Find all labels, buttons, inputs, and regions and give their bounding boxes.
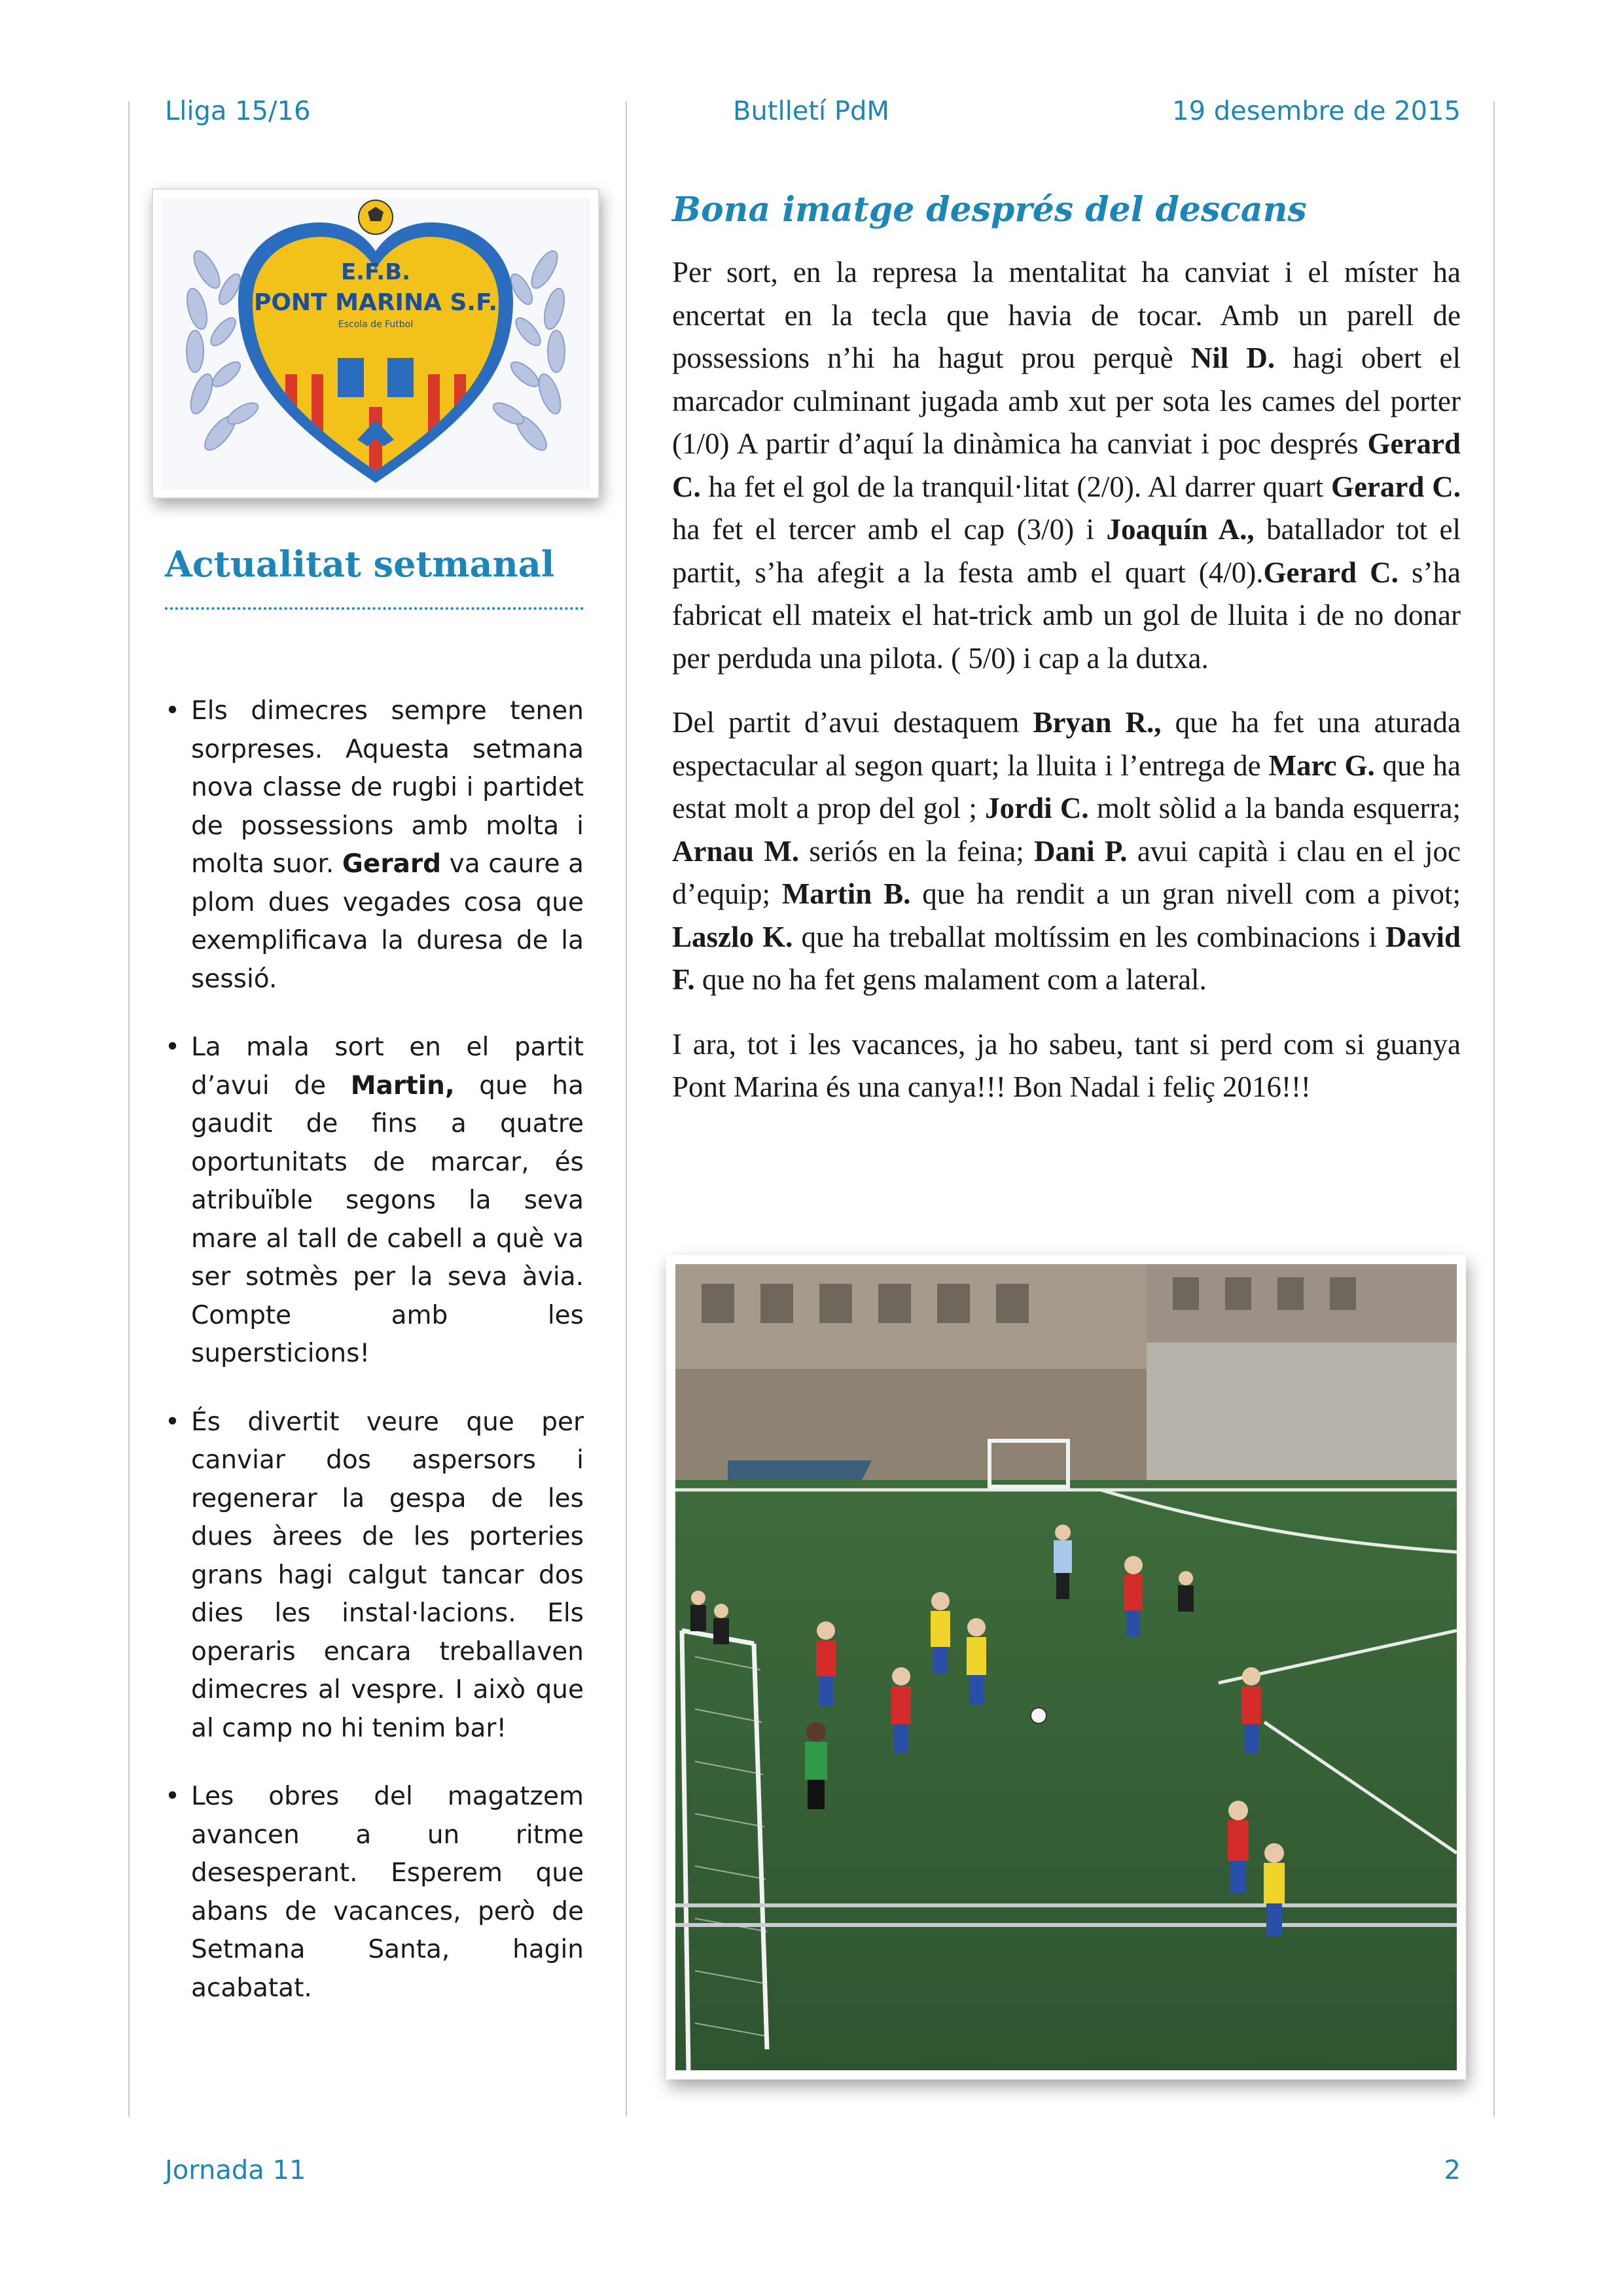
player-name: Gerard C. <box>1263 556 1399 589</box>
text-segment: avui capità i clau en el joc d’equip; <box>672 834 1461 910</box>
text-segment: que ha fet una aturada espectacular al segon quart; la lluita i l’entrega de <box>672 706 1461 782</box>
player-name: Arnau M. <box>672 834 800 868</box>
text-segment: molt sòlid a la banda esquerra; <box>1088 792 1461 824</box>
text-segment: ha fet el gol de la tranquil·litat (2/0). Al darrer quart <box>700 470 1331 503</box>
club-crest-image <box>161 198 590 489</box>
text-segment: que no ha fet gens malament com a lateral. <box>694 963 1207 996</box>
player-name: Marc G. <box>1268 749 1375 782</box>
text-segment: s’ha fabricat ell mateix el hat-trick amb un gol de lluita i de no donar per perduda una pilota. ( 5/0) i cap a la dutxa. <box>672 556 1461 675</box>
player-name: Dani P. <box>1034 834 1128 868</box>
text-segment: que ha rendit a un gran nivell com a pivot; <box>910 877 1461 910</box>
player-name: Laszlo K. <box>672 920 793 953</box>
news-bullet-list <box>165 692 584 2038</box>
player-name: Nil D. <box>1190 342 1275 374</box>
logo-text-school: Escola de Futbol <box>338 319 414 330</box>
column-divider <box>626 101 627 2117</box>
title-dotted-rule <box>165 607 584 610</box>
text-segment: Per sort, en la represa la mentalitat ha canviat i el míster ha encertat en la tecla que havia de tocar. Amb un parell de possessions n’hi ha hagut prou perquè <box>672 256 1461 374</box>
text-segment: Les obres del magatzem avancen a un ritme desesperant. Esperem que abans de vacances, però de Setmana Santa, hagin acabatat. <box>191 1782 584 2003</box>
player-name: Joaquín A., <box>1106 513 1255 546</box>
article-paragraph-3 <box>672 1023 1461 1109</box>
left-margin-rule <box>128 101 130 2117</box>
header-date: 19 desembre de 2015 <box>1172 96 1461 126</box>
page-number: 2 <box>1444 2155 1461 2185</box>
article-paragraph-1 <box>672 251 1461 680</box>
player-name: Martin, <box>350 1070 455 1101</box>
football-match-image <box>675 1264 1457 2070</box>
player-name: Jordi C. <box>985 792 1089 824</box>
player-name: Gerard C. <box>672 427 1461 503</box>
text-segment: ha fet el tercer amb el cap (3/0) i <box>672 513 1107 546</box>
player-name: Martin B. <box>781 877 911 910</box>
header-league: Lliga 15/16 <box>165 96 311 126</box>
text-segment: que ha estat molt a prop del gol ; <box>672 749 1461 824</box>
header-title: Butlletí PdM <box>733 96 889 126</box>
player-name: Bryan R., <box>1033 706 1162 739</box>
article-paragraph-2 <box>672 701 1461 1002</box>
right-margin-rule <box>1493 101 1495 2117</box>
text-segment: Els dimecres sempre tenen sorpreses. Aquesta setmana nova classe de rugbi i partidet de possessions amb molta i molta suor. <box>191 696 584 879</box>
player-name: Gerard C. <box>1330 470 1461 503</box>
news-bullet-4 <box>165 1778 584 2007</box>
text-segment: que ha treballat moltíssim en les combinacions i <box>793 920 1385 953</box>
logo-text-efb: E.F.B. <box>340 259 411 285</box>
text-segment: Del partit d’avui destaquem <box>672 706 1033 739</box>
section-title-weekly-news: Actualitat setmanal <box>165 543 555 585</box>
text-segment: És divertit veure que per canviar dos aspersors i regenerar la gespa de les dues àrees de les porteries grans hagi calgut tancar dos dies les instal·lacions. Els operaris encara treballaven dimecres al vespre. I això que al camp no hi tenim bar! <box>191 1407 584 1743</box>
player-name: David F. <box>672 920 1461 996</box>
match-photo <box>666 1255 1466 2079</box>
text-segment: I ara, tot i les vacances, ja ho sabeu, tant si perd com si guanya Pont Marina és una canya!!! Bon Nadal i feliç 2016!!! <box>672 1027 1461 1103</box>
text-segment: La mala sort en el partit d’avui de <box>191 1033 584 1101</box>
text-segment: que ha gaudit de fins a quatre oportunitats de marcar, és atribuïble segons la seva mare al tall de cabell a què va ser sotmès per la seva àvia. Compte amb les supersticions! <box>191 1070 584 1368</box>
footer-matchday: Jornada 11 <box>165 2155 306 2185</box>
text-segment: hagi obert el marcador culminant jugada amb xut per sota les cames del porter (1/0) A partir d’aquí la dinàmica ha canviat i poc després <box>672 342 1461 460</box>
logo-text-club: PONT MARINA S.F. <box>253 289 498 316</box>
text-segment: seriós en la feina; <box>799 834 1035 868</box>
player-name: Gerard <box>342 849 442 879</box>
text-segment: batallador tot el partit, s’ha afegit a la festa amb el quart (4/0). <box>672 513 1461 589</box>
club-logo <box>152 188 599 499</box>
article-body <box>672 251 1461 1131</box>
news-bullet-2 <box>165 1029 584 1373</box>
news-bullet-1 <box>165 692 584 998</box>
article-title: Bona imatge després del descans <box>672 190 1307 230</box>
news-bullet-3 <box>165 1404 584 1748</box>
text-segment: va caure a plom dues vegades cosa que exemplificava la duresa de la sessió. <box>191 849 584 994</box>
